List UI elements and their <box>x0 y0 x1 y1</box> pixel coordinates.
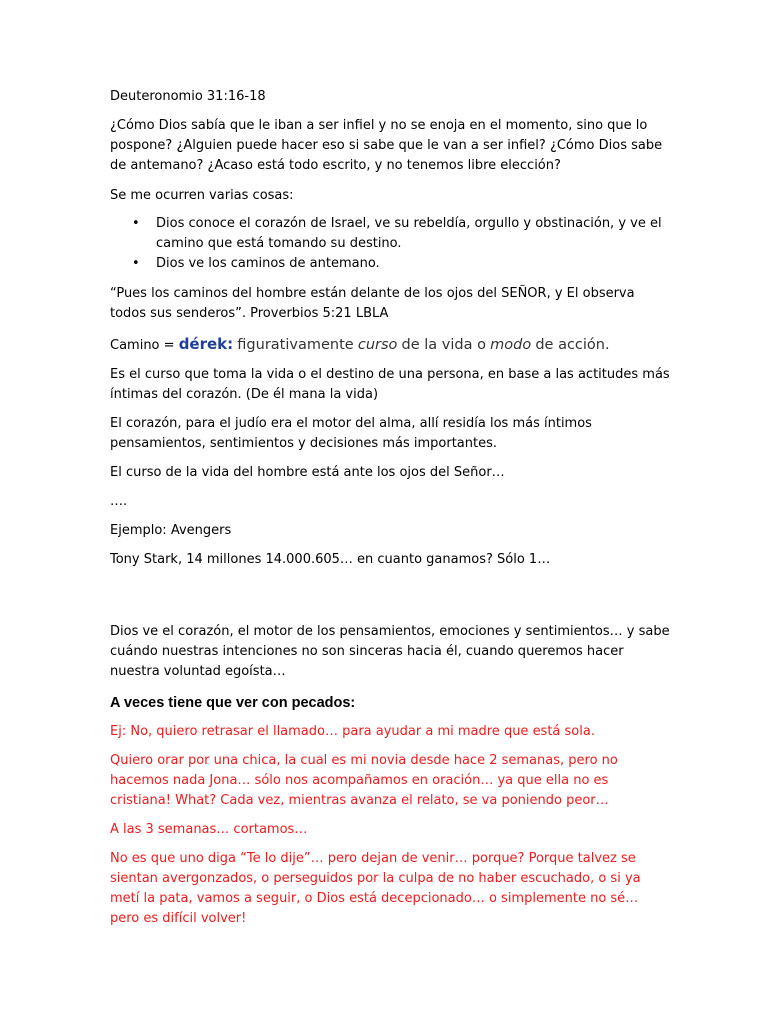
paragraph-corazon: El corazón, para el judío era el motor del alma, allí residía los más íntimos pensamientos, sentimientos y decisiones más importantes. <box>110 416 592 451</box>
paragraph-ellipsis: …. <box>110 494 128 509</box>
paragraph-ejemplo: Ejemplo: Avengers <box>110 523 232 538</box>
camino-definition <box>110 333 670 357</box>
paragraph-tony: Tony Stark, 14 millones 14.000.605… en cuanto ganamos? Sólo 1… <box>110 552 551 567</box>
bullet-icon: • <box>132 256 140 271</box>
proverb-quote: “Pues los caminos del hombre están delante de los ojos del SEÑOR, y El observa todos sus senderos”. Proverbios 5:21 LBLA <box>110 286 635 321</box>
bullet-list <box>110 214 670 274</box>
definition-part: de acción. <box>535 337 610 353</box>
red-paragraph: Quiero orar por una chica, la cual es mi novia desde hace 2 semanas, pero no hacemos nada Jona… sólo nos acompañamos en oración… ya que ella no es cristiana! What? Cada vez, mientras avanza el relato, se va poniendo peor… <box>110 753 618 808</box>
bullet-text: Dios conoce el corazón de Israel, ve su rebeldía, orgullo y obstinación, y ve el camino que está tomando su destino. <box>156 216 662 251</box>
definition-part: figurativamente <box>237 337 354 353</box>
section-heading: A veces tiene que ver con pecados: <box>110 695 356 711</box>
paragraph-dios-ve: Dios ve el corazón, el motor de los pensamientos, emociones y sentimientos… y sabe cuándo nuestras intenciones no son sinceras hacia él, cuando queremos hacer nuestra voluntad egoísta… <box>110 624 670 679</box>
camino-prefix: Camino = <box>110 338 175 353</box>
definition-part: de la vida o <box>401 337 486 353</box>
document-page <box>110 87 670 929</box>
paragraph-ante-ojos: El curso de la vida del hombre está ante los ojos del Señor… <box>110 465 505 480</box>
bullet-icon: • <box>132 216 140 231</box>
list-item <box>110 214 670 254</box>
list-item <box>110 254 670 274</box>
scripture-reference: Deuteronomio 31:16-18 <box>110 89 266 104</box>
paragraph-curso: Es el curso que toma la vida o el destino de una persona, en base a las actitudes más íntimas del corazón. (De él mana la vida) <box>110 367 670 402</box>
red-paragraph: A las 3 semanas… cortamos… <box>110 822 308 837</box>
red-paragraph: No es que uno diga “Te lo dije”… pero dejan de venir… porque? Porque talvez se sientan avergonzados, o perseguidos por la culpa de no haber escuchado, o si ya metí la pata, vamos a seguir, o Dios está decepcionado… o simplemente no sé… pero es difícil volver! <box>110 851 641 926</box>
bullet-text: Dios ve los caminos de antemano. <box>156 256 380 271</box>
derek-word: dérek: <box>178 335 234 353</box>
definition-italic: curso <box>357 337 398 353</box>
opening-question: ¿Cómo Dios sabía que le iban a ser infiel y no se enoja en el momento, sino que lo pospone? ¿Alguien puede hacer eso si sabe que le van a ser infiel? ¿Cómo Dios sabe de antemano? ¿Acaso está todo escrito, y no tenemos libre elección? <box>110 118 663 173</box>
red-paragraph: Ej: No, quiero retrasar el llamado… para ayudar a mi madre que está sola. <box>110 724 595 739</box>
intro-text: Se me ocurren varias cosas: <box>110 188 294 203</box>
definition-italic: modo <box>490 337 532 353</box>
